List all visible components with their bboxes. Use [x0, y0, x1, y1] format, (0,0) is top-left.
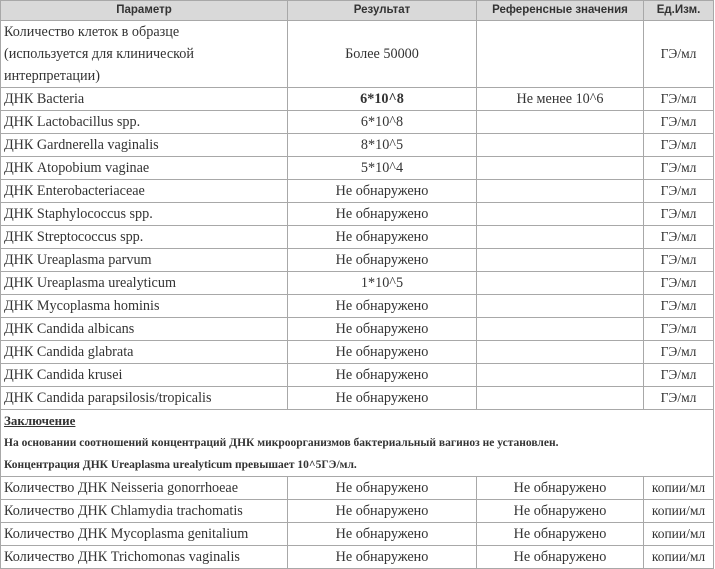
- row-reference: [477, 226, 644, 249]
- table-row: [1, 295, 714, 318]
- table-row: [1, 134, 714, 157]
- sti-parameter: Количество ДНК Mycoplasma genitalium: [1, 523, 288, 546]
- table-row: [1, 203, 714, 226]
- table-row: [1, 364, 714, 387]
- conclusion-title: Заключение: [4, 413, 76, 428]
- table-row: [1, 226, 714, 249]
- table-row: [1, 88, 714, 111]
- row-parameter: ДНК Bacteria: [1, 88, 288, 111]
- row-unit: ГЭ/мл: [644, 387, 714, 410]
- row-reference: [477, 318, 644, 341]
- row-reference: [477, 364, 644, 387]
- row-result: Не обнаружено: [288, 364, 477, 387]
- row-result: Не обнаружено: [288, 203, 477, 226]
- sti-reference: Не обнаружено: [477, 500, 644, 523]
- row-reference: [477, 157, 644, 180]
- table-row: [1, 341, 714, 364]
- sti-reference: Не обнаружено: [477, 523, 644, 546]
- row-parameter: ДНК Candida krusei: [1, 364, 288, 387]
- row-parameter: ДНК Lactobacillus spp.: [1, 111, 288, 134]
- row-unit: ГЭ/мл: [644, 249, 714, 272]
- row-result: Не обнаружено: [288, 318, 477, 341]
- sti-result: Не обнаружено: [288, 500, 477, 523]
- sti-parameter: Количество ДНК Chlamydia trachomatis: [1, 500, 288, 523]
- sample-parameter: [1, 21, 288, 88]
- row-result: Не обнаружено: [288, 295, 477, 318]
- row-unit: ГЭ/мл: [644, 295, 714, 318]
- sti-table-row: [1, 477, 714, 500]
- sti-parameter: Количество ДНК Trichomonas vaginalis: [1, 546, 288, 569]
- conclusion-line-1: На основании соотношений концентраций ДНК микроорганизмов бактериальный вагиноз не установлен.: [4, 437, 559, 449]
- row-reference: [477, 387, 644, 410]
- row-result: 6*10^8: [288, 88, 477, 111]
- row-parameter: ДНК Enterobacteriaceae: [1, 180, 288, 203]
- row-result: 5*10^4: [288, 157, 477, 180]
- row-reference: [477, 341, 644, 364]
- row-reference: Не менее 10^6: [477, 88, 644, 111]
- row-unit: ГЭ/мл: [644, 180, 714, 203]
- header-parameter: Параметр: [1, 1, 288, 21]
- row-parameter: ДНК Candida glabrata: [1, 341, 288, 364]
- sti-unit: копии/мл: [644, 477, 714, 500]
- row-unit: ГЭ/мл: [644, 134, 714, 157]
- sample-unit: ГЭ/мл: [644, 21, 714, 88]
- row-reference: [477, 180, 644, 203]
- row-unit: ГЭ/мл: [644, 157, 714, 180]
- row-result: 1*10^5: [288, 272, 477, 295]
- header-result: Результат: [288, 1, 477, 21]
- conclusion-row: [1, 410, 714, 477]
- sti-reference: Не обнаружено: [477, 477, 644, 500]
- row-unit: ГЭ/мл: [644, 88, 714, 111]
- sti-unit: копии/мл: [644, 500, 714, 523]
- row-reference: [477, 203, 644, 226]
- row-parameter: ДНК Ureaplasma urealyticum: [1, 272, 288, 295]
- conclusion-line-2: Концентрация ДНК Ureaplasma urealyticum превышает 10^5ГЭ/мл.: [4, 459, 357, 471]
- row-parameter: ДНК Atopobium vaginae: [1, 157, 288, 180]
- sti-result: Не обнаружено: [288, 477, 477, 500]
- table-header-row: [1, 1, 714, 21]
- conclusion-cell: [1, 410, 714, 477]
- sti-unit: копии/мл: [644, 546, 714, 569]
- row-unit: ГЭ/мл: [644, 226, 714, 249]
- row-parameter: ДНК Ureaplasma parvum: [1, 249, 288, 272]
- row-result: Не обнаружено: [288, 226, 477, 249]
- row-result: Не обнаружено: [288, 341, 477, 364]
- row-parameter: ДНК Streptococcus spp.: [1, 226, 288, 249]
- row-reference: [477, 134, 644, 157]
- sample-parameter-line-2: (используется для клинической: [4, 46, 194, 62]
- row-result: Не обнаружено: [288, 249, 477, 272]
- row-unit: ГЭ/мл: [644, 111, 714, 134]
- table-row: [1, 180, 714, 203]
- sample-cell-count-row: [1, 21, 714, 88]
- row-reference: [477, 249, 644, 272]
- row-unit: ГЭ/мл: [644, 203, 714, 226]
- row-unit: ГЭ/мл: [644, 272, 714, 295]
- row-reference: [477, 111, 644, 134]
- row-unit: ГЭ/мл: [644, 364, 714, 387]
- sample-result: Более 50000: [288, 21, 477, 88]
- sample-parameter-line-3: интерпретации): [4, 68, 100, 84]
- sti-parameter: Количество ДНК Neisseria gonorrhoeae: [1, 477, 288, 500]
- row-reference: [477, 295, 644, 318]
- row-parameter: ДНК Mycoplasma hominis: [1, 295, 288, 318]
- row-parameter: ДНК Candida albicans: [1, 318, 288, 341]
- row-parameter: ДНК Candida parapsilosis/tropicalis: [1, 387, 288, 410]
- sti-table-row: [1, 523, 714, 546]
- table-row: [1, 157, 714, 180]
- sti-table-row: [1, 546, 714, 569]
- sti-table-row: [1, 500, 714, 523]
- table-row: [1, 387, 714, 410]
- sti-result: Не обнаружено: [288, 546, 477, 569]
- table-row: [1, 272, 714, 295]
- row-parameter: ДНК Gardnerella vaginalis: [1, 134, 288, 157]
- row-unit: ГЭ/мл: [644, 318, 714, 341]
- table-row: [1, 318, 714, 341]
- row-result: 6*10^8: [288, 111, 477, 134]
- sti-result: Не обнаружено: [288, 523, 477, 546]
- sample-reference: [477, 21, 644, 88]
- header-reference: Референсные значения: [477, 1, 644, 21]
- row-reference: [477, 272, 644, 295]
- row-result: 8*10^5: [288, 134, 477, 157]
- table-row: [1, 111, 714, 134]
- row-parameter: ДНК Staphylococcus spp.: [1, 203, 288, 226]
- row-result: Не обнаружено: [288, 387, 477, 410]
- sti-unit: копии/мл: [644, 523, 714, 546]
- header-unit: Ед.Изм.: [644, 1, 714, 21]
- sample-parameter-line-1: Количество клеток в образце: [4, 24, 180, 40]
- row-unit: ГЭ/мл: [644, 341, 714, 364]
- row-result: Не обнаружено: [288, 180, 477, 203]
- table-row: [1, 249, 714, 272]
- sti-reference: Не обнаружено: [477, 546, 644, 569]
